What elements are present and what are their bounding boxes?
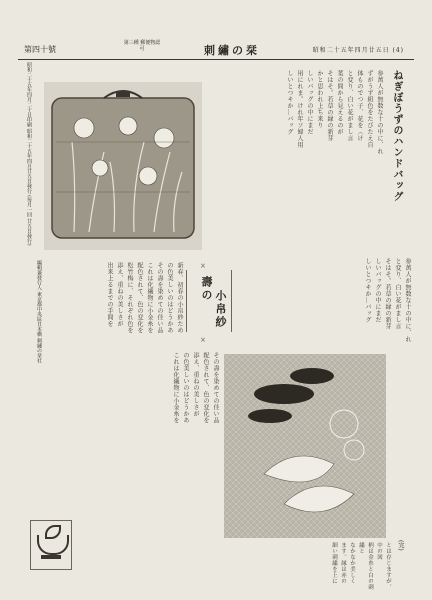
separator-mark: × bbox=[200, 262, 206, 270]
page-number: (4) bbox=[392, 47, 404, 54]
article2-line: の色美しいのはどうかあ bbox=[166, 262, 173, 334]
article1-line: かと思われ上ち来り bbox=[316, 70, 323, 129]
article1-line: と変り、白い花がまし言 bbox=[394, 258, 401, 330]
article1-line: しいバッグの中にまだ bbox=[374, 258, 381, 323]
article2-heading-box bbox=[186, 270, 230, 332]
article2-line: 松竹梅に、それぞれ色を bbox=[126, 262, 133, 334]
article2-heading-bottom: 小帛紗 bbox=[214, 290, 227, 329]
article1-line: 葉の間から見えるのが bbox=[336, 70, 343, 135]
embroidery-photo bbox=[224, 354, 386, 538]
article2-line: その壽を染めての佳い品 bbox=[212, 352, 219, 424]
article2-line: 新春、初春の小帛紗ため bbox=[176, 262, 183, 334]
colophon-line-1: 昭和二十五年四月二十日印刷 昭和二十五年四月廿五日發行 (毎月一回 廿五日發行) bbox=[26, 62, 32, 246]
article2-line: 配色されて、色の変化を bbox=[136, 262, 143, 334]
article1-line: そはそ。若草の縁の新芽 bbox=[326, 70, 333, 142]
article1-line: 参萬人が無数な十の中に、れ bbox=[376, 70, 383, 155]
article1-line: そはそ。若草の縁の新芽 bbox=[384, 258, 391, 330]
article2-line: 配色されて、色の変化を bbox=[202, 352, 209, 424]
bowl-base bbox=[41, 555, 61, 559]
article2-line: 添え、重ねの美しさが bbox=[116, 262, 123, 327]
article3-line: とは存じますが、中の図 bbox=[376, 542, 391, 590]
issue-date bbox=[313, 45, 404, 54]
end-tag: (完) bbox=[397, 540, 404, 551]
article3-line: なかなか美しく bbox=[349, 542, 355, 584]
article1-line: しいとつキか…バッグ bbox=[286, 70, 293, 135]
page-header bbox=[18, 40, 414, 60]
article2-line: これは化繊物に小金糸を bbox=[172, 352, 179, 424]
margin-colophon bbox=[20, 62, 32, 532]
article1-body bbox=[214, 70, 384, 270]
article1-line: しいバッグの中にまだ bbox=[306, 70, 313, 135]
article2-heading-top: 壽の bbox=[200, 276, 213, 302]
date-text: 昭和二十五年四月廿五日 bbox=[312, 47, 390, 54]
article2-line: 出来上るまでの手間を bbox=[106, 262, 113, 327]
article1-line: と変り、白い花がまし言 bbox=[346, 70, 353, 142]
colophon-line-2: 編輯兼發行人 東京都中央區日本橋 刺繡の栞社 bbox=[36, 260, 42, 364]
article3-line: 柄は金糸と白の刺繡と bbox=[358, 542, 373, 590]
article2-continued bbox=[104, 352, 220, 542]
article2-line: これは化繊物に小金糸を bbox=[146, 262, 153, 334]
right-label: 第四十號 bbox=[24, 45, 56, 54]
publication-title: 刺繡の栞 bbox=[204, 44, 260, 57]
article1-line: 体ものでつ子、花を〈け bbox=[356, 70, 363, 142]
article2-line: その壽を染めての佳い品 bbox=[156, 262, 163, 334]
article1-line: 参萬人が無数な十の中に、れ bbox=[404, 258, 411, 343]
article3-line: ます。縁は赤の bbox=[340, 542, 346, 584]
article1-line: 用にれま。けれ年ソ婦人用 bbox=[296, 70, 303, 148]
bowl-icon bbox=[37, 535, 69, 555]
article1-continued bbox=[244, 258, 412, 350]
decorative-box bbox=[30, 520, 72, 570]
article1-line: しいとつキか…バッグ bbox=[364, 258, 371, 323]
article3-line: 細い刺繡を上に bbox=[331, 542, 337, 584]
handbag-photo bbox=[44, 82, 202, 250]
article3-body bbox=[164, 542, 392, 592]
header-rule bbox=[18, 59, 414, 60]
article1-heading: ねぎぼうずのハンドバッグ bbox=[391, 70, 402, 202]
article2-line: 添え、重ねの美しさが bbox=[192, 352, 199, 417]
issue-mark: 第三種 郵便物認可 bbox=[123, 40, 161, 52]
article1-line: ずがうず組色をたびたえ自 bbox=[366, 70, 373, 148]
separator-mark: × bbox=[200, 336, 206, 344]
article2-line: の色美しいのはどうかあ bbox=[182, 352, 189, 424]
